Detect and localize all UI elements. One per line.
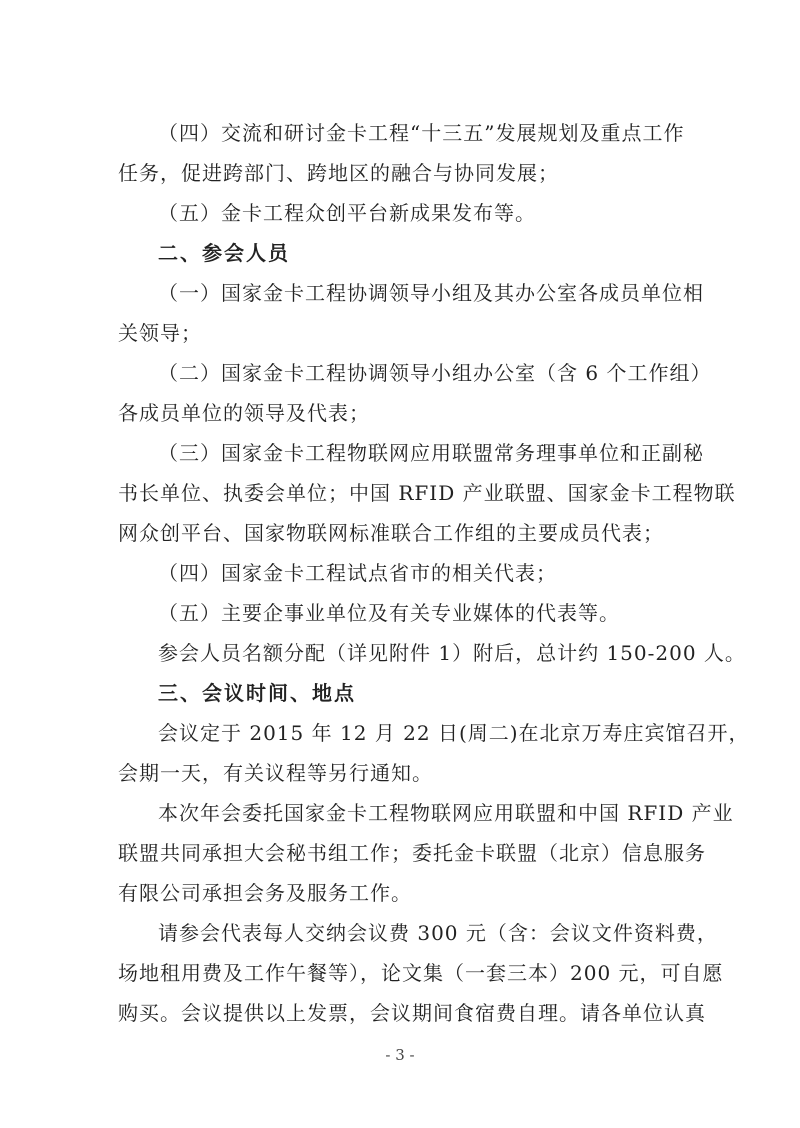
page-number: - 3 -: [385, 1046, 415, 1064]
paragraph-line: （三）国家金卡工程物联网应用联盟常务理事单位和正副秘: [158, 441, 704, 465]
paragraph-line: （四）国家金卡工程试点省市的相关代表；: [158, 561, 557, 585]
paragraph-line: 参会人员名额分配（详见附件 1）附后，总计约 150-200 人。: [158, 641, 746, 665]
paragraph-line: 联盟共同承担大会秘书组工作；委托金卡联盟（北京）信息服务: [118, 841, 706, 865]
paragraph-line: （四）交流和研讨金卡工程“十三五”发展规划及重点工作: [158, 121, 685, 145]
paragraph-line: 本次年会委托国家金卡工程物联网应用联盟和中国 RFID 产业: [158, 801, 734, 825]
paragraph-line: （二）国家金卡工程协调领导小组办公室（含 6 个工作组）: [158, 361, 712, 385]
paragraph-line: 购买。会议提供以上发票，会议期间食宿费自理。请各单位认真: [118, 1001, 706, 1025]
paragraph-line: 会期一天，有关议程等另行通知。: [118, 761, 433, 785]
section-heading: 三、会议时间、地点: [158, 681, 356, 705]
paragraph-line: 任务，促进跨部门、跨地区的融合与协同发展；: [118, 161, 559, 185]
paragraph-line: 网众创平台、国家物联网标准联合工作组的主要成员代表；: [118, 521, 664, 545]
paragraph-line: 书长单位、执委会单位；中国 RFID 产业联盟、国家金卡工程物联: [118, 481, 736, 505]
paragraph-line: 会议定于 2015 年 12 月 22 日(周二)在北京万寿庄宾馆召开，: [158, 721, 750, 745]
paragraph-line: 请参会代表每人交纳会议费 300 元（含：会议文件资料费，: [158, 921, 718, 945]
paragraph-line: （五）金卡工程众创平台新成果发布等。: [158, 201, 536, 225]
paragraph-line: 关领导；: [118, 321, 202, 345]
section-heading: 二、参会人员: [158, 241, 290, 265]
paragraph-line: （一）国家金卡工程协调领导小组及其办公室各成员单位相: [158, 281, 704, 305]
paragraph-line: 各成员单位的领导及代表；: [118, 401, 370, 425]
paragraph-line: 场地租用费及工作午餐等），论文集（一套三本）200 元，可自愿: [118, 961, 724, 985]
paragraph-line: （五）主要企事业单位及有关专业媒体的代表等。: [158, 601, 620, 625]
paragraph-line: 有限公司承担会务及服务工作。: [118, 881, 412, 905]
